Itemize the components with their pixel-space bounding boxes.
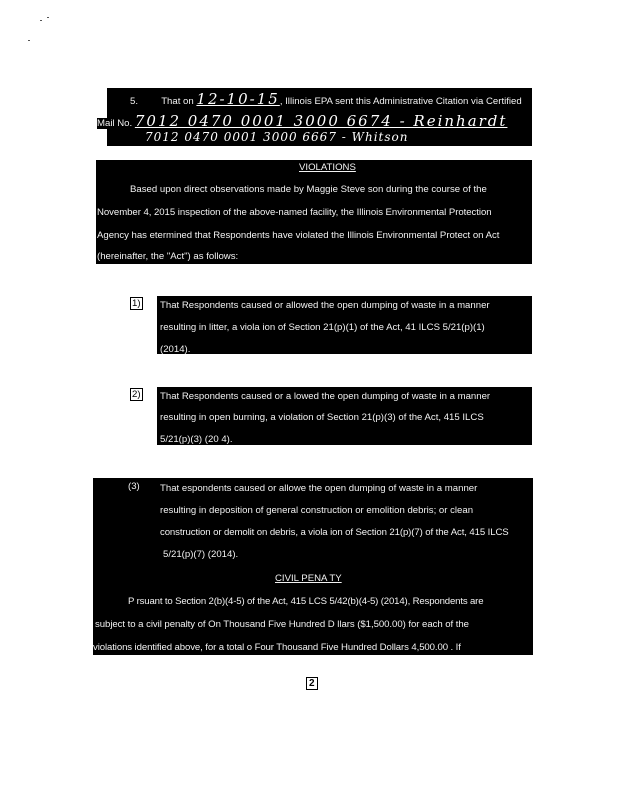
item-2-line: 5/21(p)(3) (20 4). (160, 434, 233, 445)
para5-line1 (130, 90, 522, 108)
para5-number: 5. (130, 96, 139, 107)
violations-line: Agency has etermined that Respondents have violated the Illinois Environmental Protect on Act (97, 230, 500, 241)
violations-heading: VIOLATIONS (299, 162, 356, 173)
violations-line: Based upon direct observations made by Maggie Steve son during the course of the (130, 184, 487, 195)
handwritten-mail-number-1: 7012 0470 0001 3000 6674 - Reinhardt (134, 112, 508, 130)
para5-line3 (145, 130, 408, 144)
item-2-number: 2) (132, 389, 141, 400)
page-number: 2 (306, 677, 318, 690)
item-1-line: resulting in litter, a viola ion of Section 21(p)(1) of the Act, 41 ILCS 5/21(p)(1) (160, 322, 485, 333)
handwritten-date: 12-10-15 (196, 90, 280, 108)
item-1-number: 1) (132, 298, 141, 309)
scan-speck (40, 20, 42, 21)
handwritten-mail-number-2: 7012 0470 0001 3000 6667 - Whitson (145, 130, 409, 144)
item-1-line: (2014). (160, 344, 191, 355)
item-3-line: construction or demolit on debris, a viola ion of Section 21(p)(7) of the Act, 415 ILCS (160, 527, 509, 538)
civil-penalty-heading: CIVIL PENA TY (275, 573, 342, 584)
item-1-line: That Respondents caused or allowed the open dumping of waste in a manner (160, 300, 490, 311)
scan-speck (47, 17, 49, 18)
item-3-line: 5/21(p)(7) (2014). (163, 549, 239, 560)
scan-speck (28, 40, 30, 41)
civil-penalty-line: violations identified above, for a total o Four Thousand Five Hundred Dollars 4,500.00 . If (93, 642, 461, 653)
item-2-line: That Respondents caused or a lowed the open dumping of waste in a manner (160, 391, 491, 402)
item-2-line: resulting in open burning, a violation of Section 21(p)(3) of the Act, 415 ILCS (160, 412, 484, 423)
violations-line: November 4, 2015 inspection of the above-named facility, the Illinois Environmental Protection (97, 207, 492, 218)
item-3-number: (3) (128, 481, 140, 492)
violations-line: (hereinafter, the "Act") as follows: (97, 251, 239, 262)
civil-penalty-line: P rsuant to Section 2(b)(4-5) of the Act, 415 LCS 5/42(b)(4-5) (2014), Respondents are (128, 596, 484, 607)
para5-line2 (97, 112, 507, 130)
mail-prefix: Mail No. (97, 118, 133, 129)
para5-rest: , Illinois EPA sent this Administrative Citation via Certified (279, 96, 522, 107)
para5-lead: That on (161, 96, 194, 107)
item-3-line: resulting in deposition of general construction or emolition debris; or clean (160, 505, 474, 516)
item-3-line: That espondents caused or allowe the open dumping of waste in a manner (160, 483, 478, 494)
civil-penalty-line: subject to a civil penalty of On Thousand Five Hundred D llars ($1,500.00) for each of the (95, 619, 469, 630)
